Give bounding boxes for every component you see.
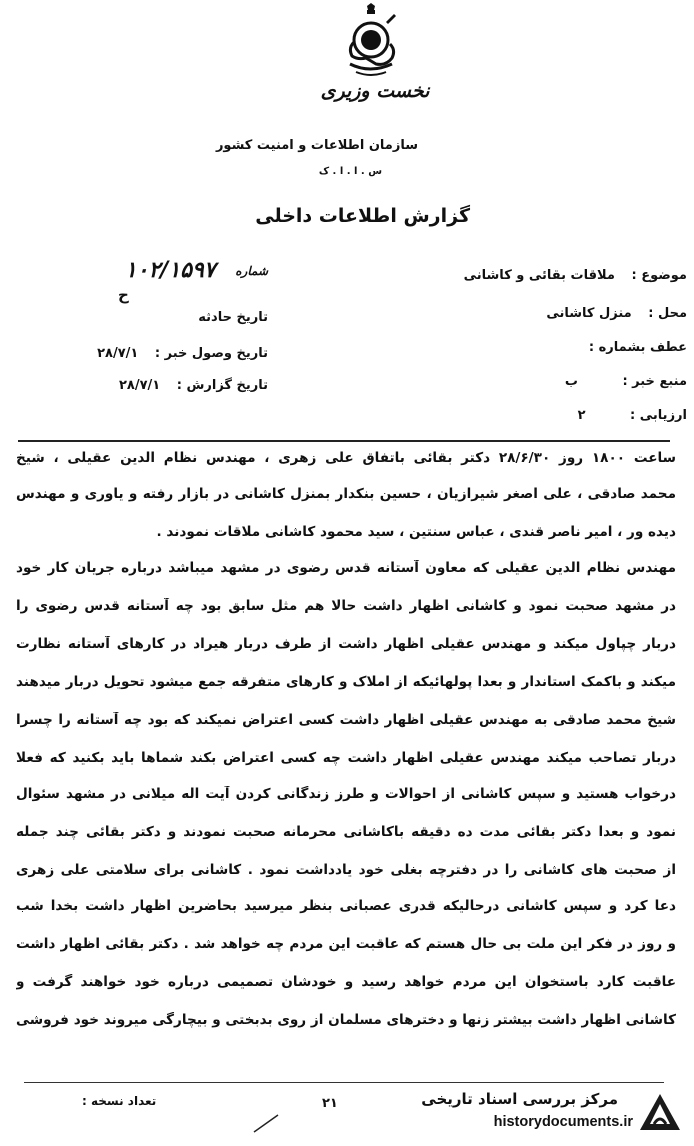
attachment-row (572, 340, 687, 355)
evaluation-value: ۲ (577, 408, 586, 423)
place-label: محل : (648, 306, 687, 321)
body-line: و روز در فکر این ملت بی حال هستم که عاقبت این مردم چه خواهد شد . دکتر بقائی اظهار داشت (16, 936, 676, 952)
body-line: عاقبت کارد باستخوان این مردم خواهد رسید و خودشان تصمیمی درباره خود خواهند گرفت و (16, 974, 676, 990)
lion-and-sun-emblem-icon (336, 2, 406, 80)
pen-stroke-mark (252, 1112, 282, 1134)
place-value: منزل کاشانی (546, 306, 632, 321)
report-number-sub: ح (118, 286, 129, 304)
body-line: ساعت ۱۸۰۰ روز ۲۸/۶/۳۰ دکتر بقائی باتفاق علی زهری ، مهندس نظام الدین عقیلی ، شیخ (16, 450, 676, 466)
letterhead-ministry: نخست وزیری (320, 80, 430, 102)
subject-value: ملاقات بقائی و کاشانی (463, 268, 615, 283)
watermark-url[interactable]: historydocuments.ir (493, 1114, 633, 1130)
source-row (565, 374, 687, 389)
source-label: منبع خبر : (622, 374, 687, 389)
report-date-row (119, 378, 268, 393)
report-date-label: تاریخ گزارش : (176, 378, 268, 393)
page-number: ۲۱ (322, 1096, 338, 1111)
subject-label: موضوع : (631, 268, 687, 283)
body-line: شیخ محمد صادقی به مهندس عقیلی اظهار داشت کسی اعتراض نمیکند که بود چه آستانه را چسرا (16, 712, 676, 728)
body-line: محمد صادقی ، علی اصغر شیرازیان ، حسین بنکدار بمنزل کاشانی در بازار رفته و یاوری و مهندس (16, 486, 676, 502)
receipt-date-row (97, 346, 268, 361)
evaluation-row (578, 408, 687, 423)
event-date-row (182, 310, 268, 325)
evaluation-label: ارزیابی : (630, 408, 687, 423)
body-line: دربار چپاول میکند و مهندس عقیلی اظهار داشت از طرف دربار هیراد در کارهای آستانه نظارت (16, 636, 676, 652)
receipt-date-label: تاریخ وصول خبر : (154, 346, 268, 361)
body-line: از صحبت های کاشانی را در دفترچه بغلی خود یادداشت نمود . کاشانی برای سلامتی علی زهری (16, 862, 676, 878)
report-number-row (125, 258, 268, 283)
place-row (546, 306, 687, 321)
event-date-label: تاریخ حادثه (198, 310, 268, 325)
body-line: میکند و باکمک استاندار و بعدا پولهائیکه از املاک و کارهای متفرقه جمع میشود تحویل دربار میدهند (16, 674, 676, 690)
subject-row (464, 268, 687, 283)
report-date-value: ۲۸/۷/۱ (118, 378, 161, 393)
watermark (408, 1084, 690, 1144)
letterhead-abbreviation: س . ا . ا . ک (318, 166, 382, 177)
header-divider (18, 440, 670, 442)
report-number-label: شماره (235, 264, 268, 278)
report-number-value: ۱۰۲/۱۵۹۷ (124, 258, 216, 283)
body-line: کاشانی اظهار داشت بیشتر زنها و دخترهای مسلمان از روی بدبختی و بیچارگی میروند خود فروشی (16, 1012, 676, 1028)
receipt-date-value: ۲۸/۷/۱ (97, 346, 139, 361)
attachment-label: عطف بشماره : (588, 340, 687, 355)
source-value: ب (564, 374, 578, 389)
copies-label: تعداد نسخه : (82, 1094, 157, 1108)
body-line: مهندس نظام الدین عقیلی که معاون آستانه قدس رضوی در مشهد میباشد درباره جریان کار خود (16, 560, 676, 576)
body-line: دربار تصاحب میکند مهندس عقیلی اظهار داشت چه کسی اعتراض بکند شماها باید بکنید که فعلا (16, 750, 676, 766)
body-line: دیده ور ، امیر ناصر قندی ، عباس سنتین ، سید محمود کاشانی ملاقات نمودند . (156, 524, 676, 540)
page-title: گزارش اطلاعات داخلی (255, 205, 470, 227)
body-line: نمود و بعدا دکتر بقائی مدت ده دقیقه باکاشانی محرمانه صحبت نمودند و دکتر بقائی چند جمله (16, 824, 676, 840)
letterhead-organization: سازمان اطلاعات و امنیت کشور (215, 138, 418, 153)
body-line: درخواب هستید و سپس کاشانی از احوالات و طرز زندگانی کردن آیت اله میلانی در مشهد سئوال (16, 786, 676, 802)
body-line: در مشهد صحبت نمود و کاشانی اظهار داشت حالا هم مثل سابق بود چه آستانه قدس رضوی را (16, 598, 676, 614)
body-line: دعا کرد و سپس کاشانی درحالیکه قدری عصبانی بنظر میرسید بحاضرین اظهار داشت بخدا شب (16, 898, 676, 914)
historydocuments-logo-icon (636, 1090, 684, 1138)
watermark-name: مرکز بررسی اسناد تاریخی (421, 1090, 618, 1108)
